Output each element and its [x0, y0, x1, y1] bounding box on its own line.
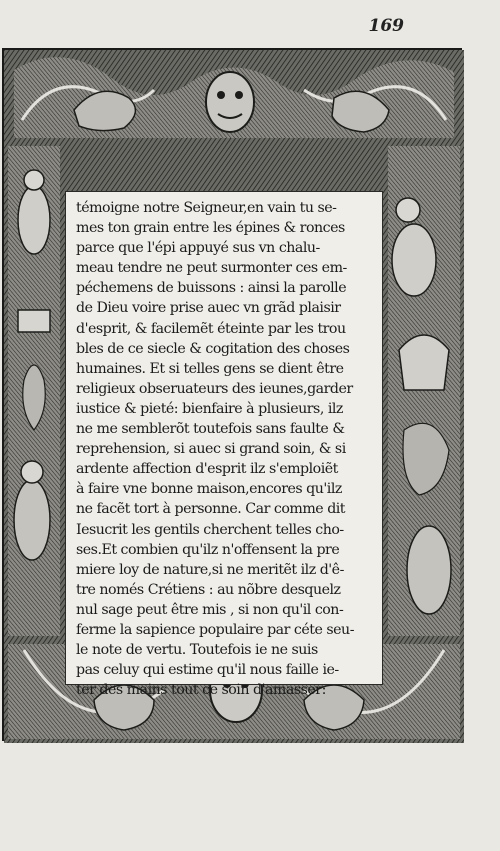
- text-line: nul sage peut être mis , si non qu'il con-: [76, 601, 344, 618]
- text-line: ses.Et combien qu'ilz n'offensent la pre: [76, 541, 340, 558]
- text-line: le note de vertu. Toutefois ie ne suis: [76, 642, 318, 659]
- text-line: parce que l'épi appuyé sus vn chalu-: [76, 240, 320, 257]
- text-line: ardente affection d'esprit ilz s'emploiẽt: [76, 461, 338, 478]
- woodcut-border: [2, 48, 462, 741]
- text-line: ferme la sapience populaire par céte seu-: [76, 621, 354, 638]
- text-line: ter des mains tout ce soin d'amasser:: [76, 682, 326, 699]
- text-line: pas celuy qui estime qu'il nous faille ie-: [76, 662, 339, 679]
- text-line: bles de ce siecle & cogitation des choses: [76, 340, 350, 357]
- text-line: ne facẽt tort à personne. Car comme dit: [76, 501, 346, 518]
- putto-figure: [392, 224, 436, 296]
- putto-figure: [407, 526, 451, 614]
- text-line: Iesucrit les gentils cherchent telles cho-: [76, 521, 344, 538]
- grotesque-mask: [206, 72, 254, 132]
- text-line: religieux obseruateurs des ieunes,garder: [76, 380, 353, 397]
- text-line: à faire vne bonne maison,encores qu'ilz: [76, 481, 342, 498]
- text-line: tre només Crétiens : au nõbre desquelz: [76, 581, 341, 598]
- top-frieze: [14, 57, 454, 138]
- right-column: [388, 146, 460, 636]
- text-line: ne me semblerõt toutefois sans faulte &: [76, 421, 345, 438]
- text-line: miere loy de nature,si ne meritẽt ilz d'ê-: [76, 561, 344, 578]
- page-number: 169: [368, 16, 404, 36]
- text-line: mes ton grain entre les épines & ronces: [76, 220, 345, 237]
- text-line: témoigne notre Seigneur,en vain tu se-: [76, 200, 337, 216]
- text-line: reprehension, si auec si grand soin, & si: [76, 441, 346, 458]
- putto-figure: [18, 186, 50, 254]
- text-line: iustice & pieté: bienfaire à plusieurs, ilz: [76, 400, 343, 417]
- text-block: [65, 191, 383, 699]
- text-line: de Dieu voire prise auec vn grãd plaisir: [76, 300, 341, 317]
- text-line: humaines. Et si telles gens se dient être: [76, 360, 344, 377]
- left-column: [8, 146, 60, 636]
- text-line: d'esprit, & facilemẽt éteinte par les trou: [76, 320, 346, 337]
- text-line: péchemens de buissons : ainsi la parolle: [76, 280, 347, 297]
- text-line: meau tendre ne peut surmonter ces em-: [76, 260, 347, 277]
- putto-figure: [14, 480, 50, 560]
